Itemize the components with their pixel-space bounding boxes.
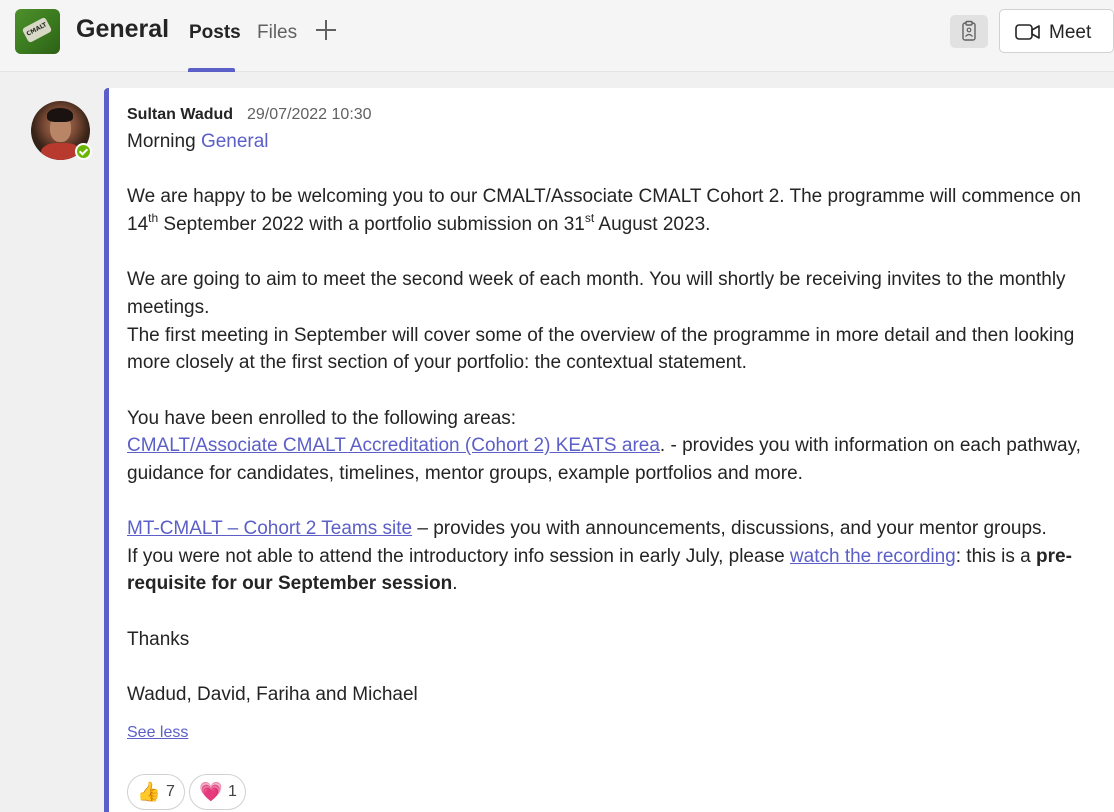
tab-posts[interactable]: Posts [189, 22, 241, 43]
active-tab-indicator [188, 68, 235, 72]
team-logo[interactable] [15, 9, 60, 54]
avatar-hair [47, 108, 73, 122]
teams-desc: – provides you with announcements, discussions, and your mentor groups. [412, 518, 1047, 539]
meet-button[interactable] [999, 9, 1114, 53]
recording-end: . [452, 573, 458, 594]
reaction-like-count: 7 [166, 783, 175, 800]
plus-icon[interactable] [314, 18, 338, 42]
reaction-like-button[interactable] [127, 774, 185, 810]
watch-recording-link[interactable]: watch the recording [789, 546, 956, 567]
see-less-link[interactable]: See less [127, 724, 189, 741]
enrolled-intro: You have been enrolled to the following areas: [127, 408, 517, 429]
tab-files[interactable]: Files [257, 22, 298, 43]
greeting-text: Morning [127, 131, 196, 152]
thumbs-up-icon: 👍 [137, 781, 161, 803]
keats-desc: . - provides you with information on each pathway, [659, 435, 1081, 456]
reaction-heart-count: 1 [228, 783, 237, 800]
recording-line [127, 546, 1072, 568]
signoff-text: Wadud, David, Fariha and Michael [127, 684, 418, 705]
para1-line1: We are happy to be welcoming you to our CMALT/Associate CMALT Cohort 2. The programme will commence on [127, 186, 1081, 207]
para1-text-b: September 2022 with a portfolio submission on 31 [158, 214, 585, 235]
video-camera-icon [1015, 23, 1041, 41]
para1-line2 [127, 211, 711, 236]
teams-site-link[interactable]: MT-CMALT – Cohort 2 Teams site [127, 518, 413, 539]
post-author[interactable]: Sultan Wadud [127, 106, 234, 123]
meet-label: Meet [1049, 22, 1092, 43]
post-timestamp: 29/07/2022 10:30 [247, 106, 372, 123]
para2-line1: We are going to aim to meet the second week of each month. You will shortly be receiving invites to the monthly [127, 269, 1066, 290]
recording-pre: If you were not able to attend the introductory info session in early July, please [127, 546, 790, 567]
keats-line [127, 435, 1081, 457]
teams-line [127, 518, 1047, 540]
recording-post: : this is a [955, 546, 1036, 567]
team-logo-tag: CMALT [22, 17, 52, 43]
greeting-line [127, 131, 269, 153]
keats-desc-line2: guidance for candidates, timelines, mentor groups, example portfolios and more. [127, 463, 803, 484]
para3-line2: more closely at the first section of your portfolio: the contextual statement. [127, 352, 747, 373]
clipboard-icon [950, 15, 988, 48]
para1-text-c: August 2023. [594, 214, 711, 235]
recording-line2 [127, 573, 457, 595]
post-card [104, 88, 1114, 812]
recording-bold-1: pre- [1036, 546, 1072, 567]
para1-sup-st: st [584, 211, 595, 225]
clipboard-button[interactable] [950, 15, 988, 48]
keats-area-link[interactable]: CMALT/Associate CMALT Accreditation (Cohort 2) KEATS area [127, 435, 660, 456]
reaction-heart-button[interactable] [189, 774, 246, 810]
post-accent-bar [104, 88, 109, 812]
para1-text-a: 14 [127, 214, 149, 235]
heart-icon: 💗 [199, 781, 223, 803]
channel-header [0, 0, 1114, 72]
para1-sup-th: th [148, 211, 159, 225]
thanks-text: Thanks [127, 629, 190, 650]
para2-line2: meetings. [127, 297, 210, 318]
recording-bold-2: requisite for our September session [127, 573, 453, 594]
para3-line1: The first meeting in September will cover some of the overview of the programme in more detail and then looking [127, 325, 1075, 346]
channel-mention[interactable]: General [200, 131, 269, 152]
presence-available-icon [75, 143, 92, 160]
channel-title: General [76, 15, 170, 43]
